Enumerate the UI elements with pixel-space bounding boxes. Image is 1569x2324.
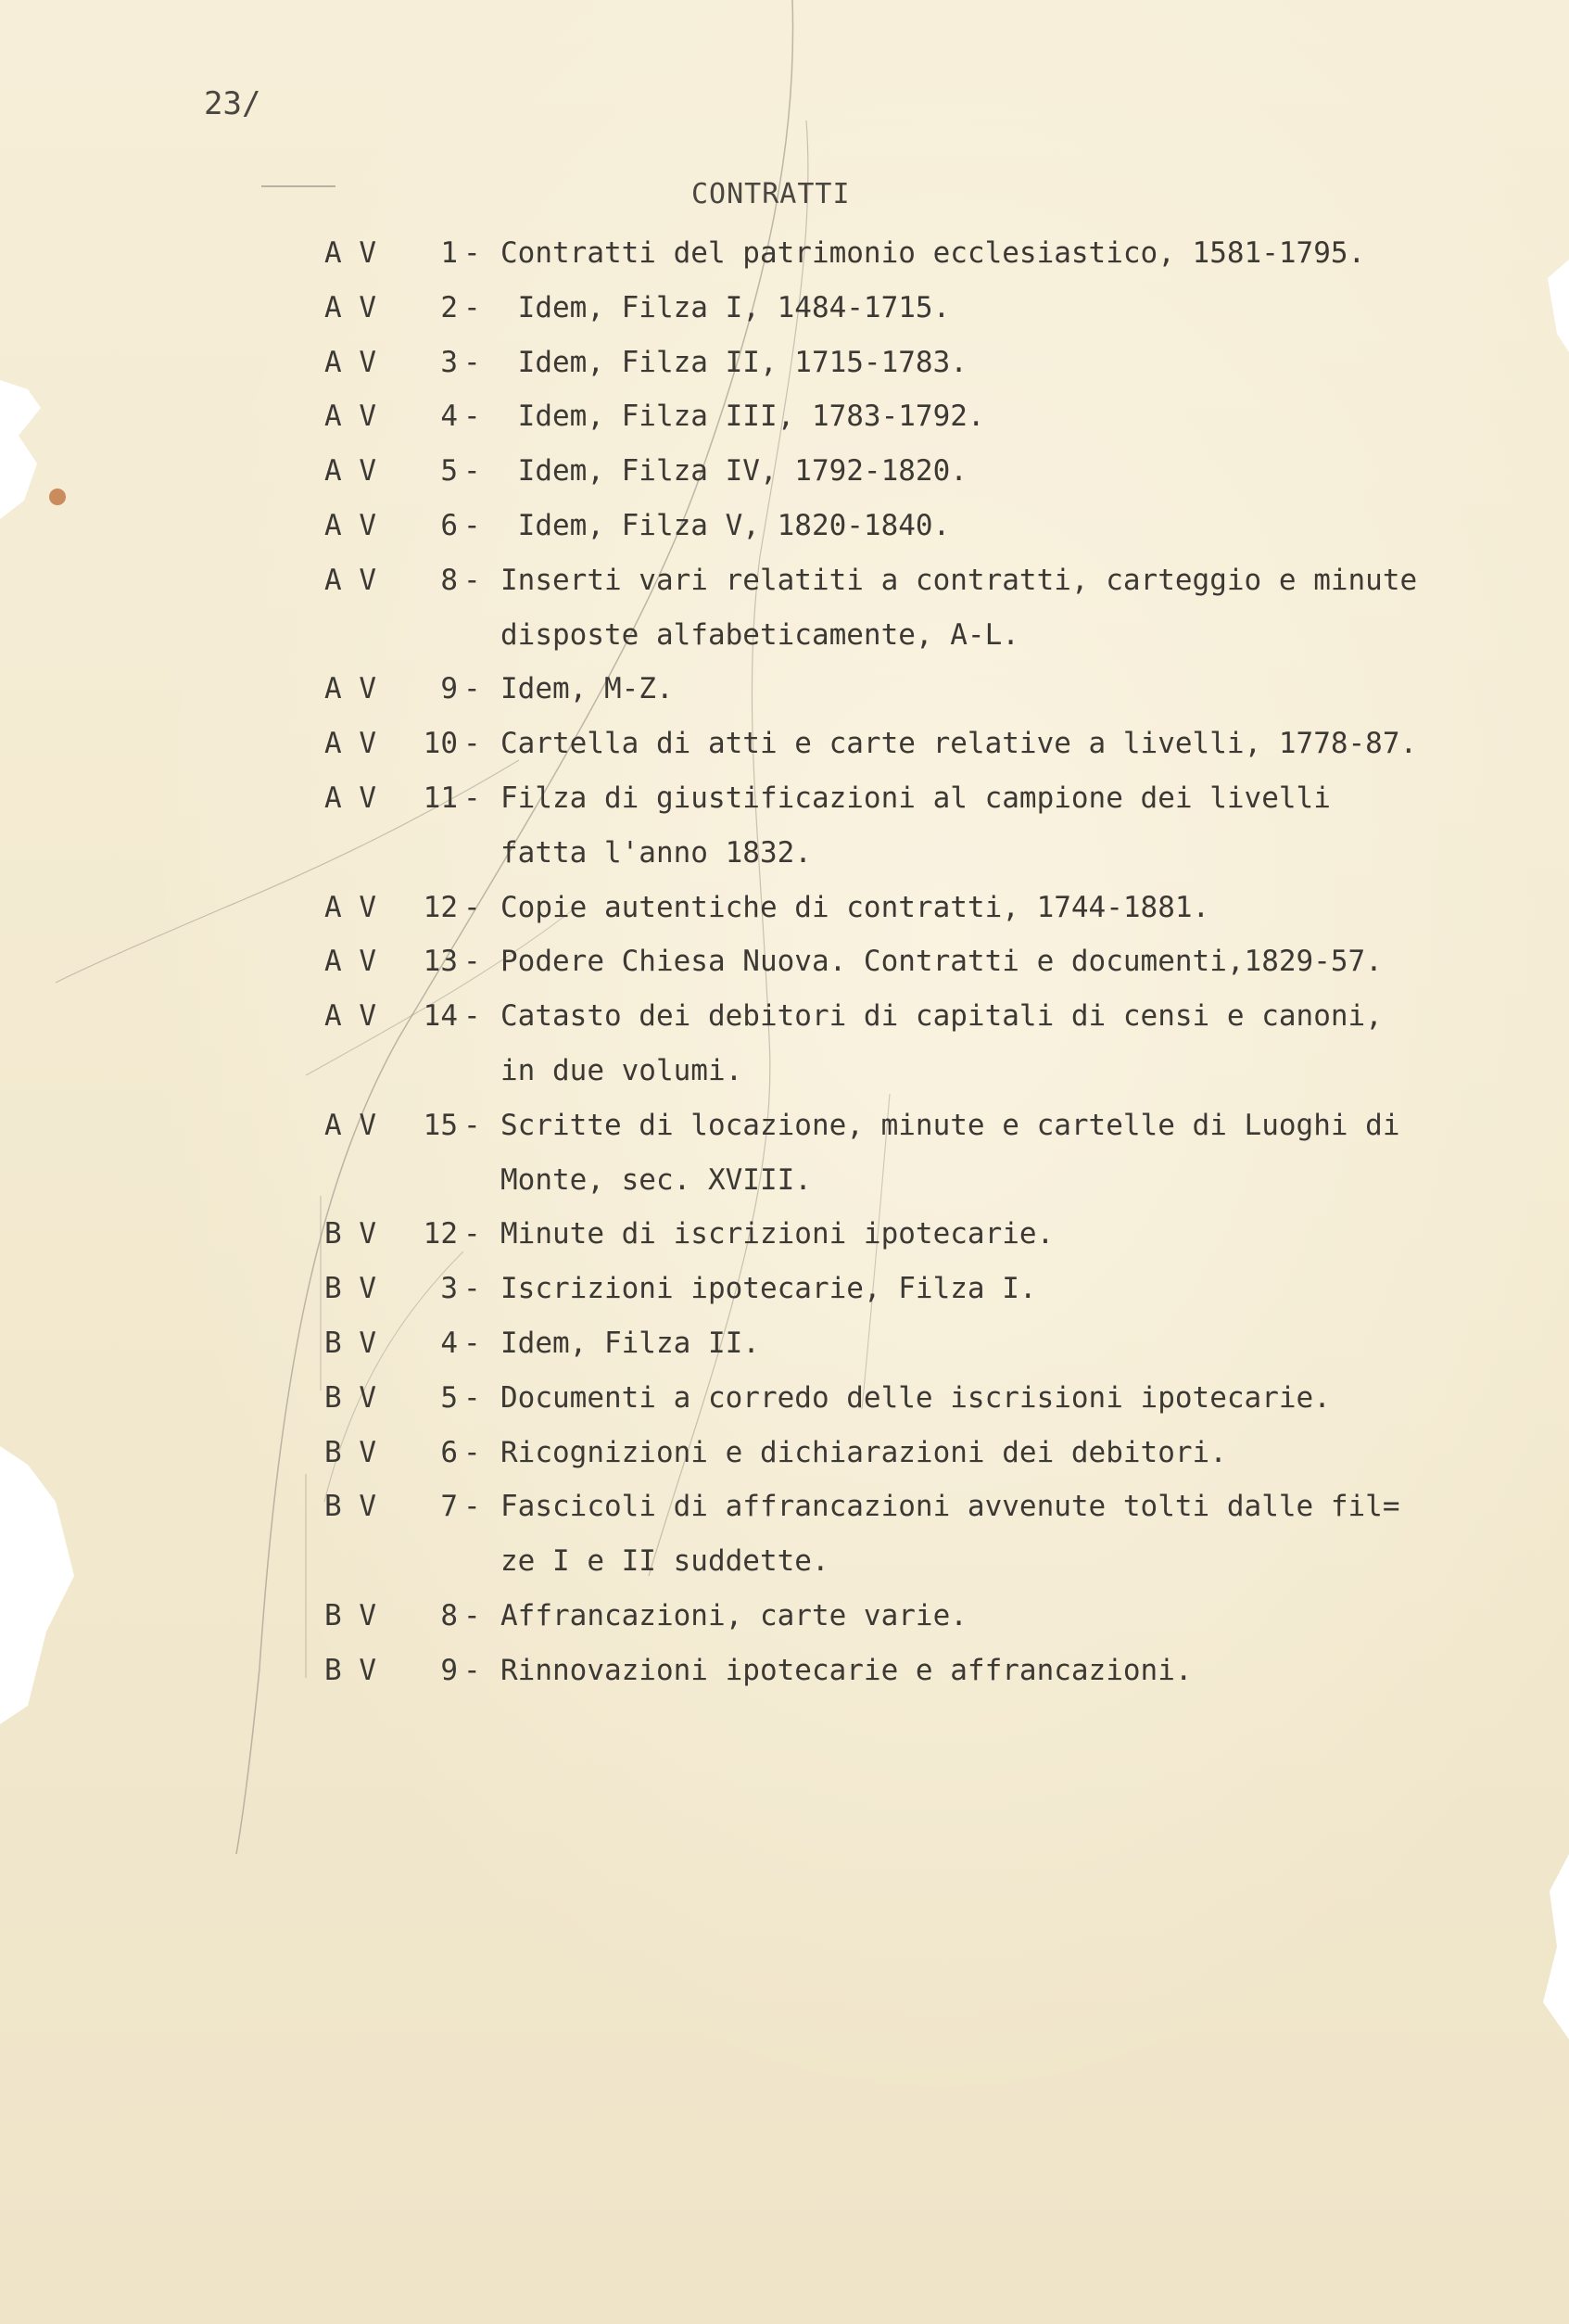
entry-description: Idem, Filza I, 1484-1715. (500, 290, 951, 324)
entry-description: Contratti del patrimonio ecclesiastico, 1581-1795. (500, 236, 1366, 270)
entry-dash: - (463, 454, 481, 489)
entry-code: B V (324, 1490, 376, 1524)
entry-code: A V (324, 454, 376, 489)
entry-description: Idem, Filza II. (500, 1327, 760, 1360)
entry-dash: - (463, 509, 481, 542)
entry-number: 2 (440, 290, 458, 324)
entry-description: Idem, Filza III, 1783-1792. (500, 400, 985, 434)
entry-description: Affrancazioni, carte varie. (500, 1599, 968, 1632)
entry-dash: - (463, 1108, 481, 1142)
entry-description: Idem, Filza V, 1820-1840. (500, 509, 951, 542)
entry-dash: - (463, 672, 481, 706)
entry-description-continued: fatta l'anno 1832. (500, 835, 812, 870)
entry-dash: - (463, 1217, 481, 1251)
entry-description-continued: disposte alfabeticamente, A-L. (500, 617, 1019, 652)
entry-description: Catasto dei debitori di capitali di censi e canoni, (500, 999, 1383, 1034)
entry-code: B V (324, 1272, 376, 1306)
entry-dash: - (463, 1435, 481, 1469)
entry-code: B V (324, 1380, 376, 1415)
entry-number: 4 (440, 400, 458, 434)
entry-code: B V (324, 1435, 376, 1469)
entry-code: B V (324, 1653, 376, 1687)
entry-dash: - (463, 1490, 481, 1524)
entry-number: 14 (423, 999, 458, 1034)
entry-description: Minute di iscrizioni ipotecarie. (500, 1217, 1055, 1251)
entry-number: 9 (440, 672, 458, 706)
entry-code: A V (324, 727, 376, 761)
entry-description: Podere Chiesa Nuova. Contratti e documenti,1829-57. (500, 945, 1383, 979)
entry-number: 13 (423, 945, 458, 979)
entry-number: 5 (440, 1380, 458, 1415)
entry-code: B V (324, 1599, 376, 1632)
entry-description: Filza di giustificazioni al campione dei livelli (500, 781, 1331, 815)
entry-dash: - (463, 781, 481, 815)
entry-code: A V (324, 781, 376, 815)
entry-code: A V (324, 509, 376, 542)
entry-number: 6 (440, 509, 458, 542)
entry-description: Documenti a corredo delle iscrisioni ipotecarie. (500, 1380, 1331, 1415)
entry-description-continued: ze I e II suddette. (500, 1544, 829, 1579)
entry-dash: - (463, 890, 481, 924)
entry-number: 8 (440, 1599, 458, 1632)
entry-number: 5 (440, 454, 458, 489)
entry-description: Rinnovazioni ipotecarie e affrancazioni. (500, 1653, 1193, 1687)
page-number: 23/ (204, 85, 261, 122)
entry-description: Ricognizioni e dichiarazioni dei debitori. (500, 1435, 1227, 1469)
entry-number: 10 (423, 727, 458, 761)
entry-description-continued: Monte, sec. XVIII. (500, 1162, 812, 1197)
entry-code: A V (324, 345, 376, 379)
entry-number: 8 (440, 563, 458, 597)
section-heading: CONTRATTI (691, 178, 851, 210)
entry-number: 9 (440, 1653, 458, 1687)
entry-number: 15 (423, 1108, 458, 1142)
entry-number: 3 (440, 1272, 458, 1306)
entry-description-continued: in due volumi. (500, 1054, 743, 1087)
entry-code: A V (324, 400, 376, 434)
entry-code: A V (324, 290, 376, 324)
entry-dash: - (463, 345, 481, 379)
entry-description: Idem, Filza IV, 1792-1820. (500, 454, 968, 489)
entry-dash: - (463, 1272, 481, 1306)
entry-dash: - (463, 999, 481, 1034)
entry-code: A V (324, 999, 376, 1034)
entry-dash: - (463, 563, 481, 597)
entry-dash: - (463, 945, 481, 979)
entry-dash: - (463, 236, 481, 270)
entry-description: Cartella di atti e carte relative a livelli, 1778-87. (500, 727, 1418, 761)
entry-number: 12 (423, 1217, 458, 1251)
entry-dash: - (463, 1327, 481, 1360)
entry-number: 4 (440, 1327, 458, 1360)
entry-description: Scritte di locazione, minute e cartelle di Luoghi di (500, 1108, 1400, 1142)
entry-dash: - (463, 1380, 481, 1415)
entry-description: Fascicoli di affrancazioni avvenute tolti dalle fil= (500, 1490, 1400, 1524)
entry-number: 3 (440, 345, 458, 379)
entry-code: A V (324, 945, 376, 979)
entry-number: 1 (440, 236, 458, 270)
entry-code: A V (324, 672, 376, 706)
entry-description: Iscrizioni ipotecarie, Filza I. (500, 1272, 1037, 1306)
entry-dash: - (463, 727, 481, 761)
entry-code: B V (324, 1327, 376, 1360)
entry-code: A V (324, 1108, 376, 1142)
entry-dash: - (463, 1653, 481, 1687)
entry-description: Idem, M-Z. (500, 672, 674, 706)
entry-dash: - (463, 400, 481, 434)
entry-code: A V (324, 890, 376, 924)
entry-description: Inserti vari relatiti a contratti, carteggio e minute (500, 563, 1418, 597)
entry-number: 11 (423, 781, 458, 815)
entry-number: 7 (440, 1490, 458, 1524)
entry-description: Idem, Filza II, 1715-1783. (500, 345, 968, 379)
entry-dash: - (463, 1599, 481, 1632)
entry-number: 6 (440, 1435, 458, 1469)
entry-dash: - (463, 290, 481, 324)
entry-description: Copie autentiche di contratti, 1744-1881. (500, 890, 1210, 924)
entry-code: B V (324, 1217, 376, 1251)
header-rule (261, 185, 335, 187)
entry-code: A V (324, 236, 376, 270)
entry-number: 12 (423, 890, 458, 924)
entry-code: A V (324, 563, 376, 597)
